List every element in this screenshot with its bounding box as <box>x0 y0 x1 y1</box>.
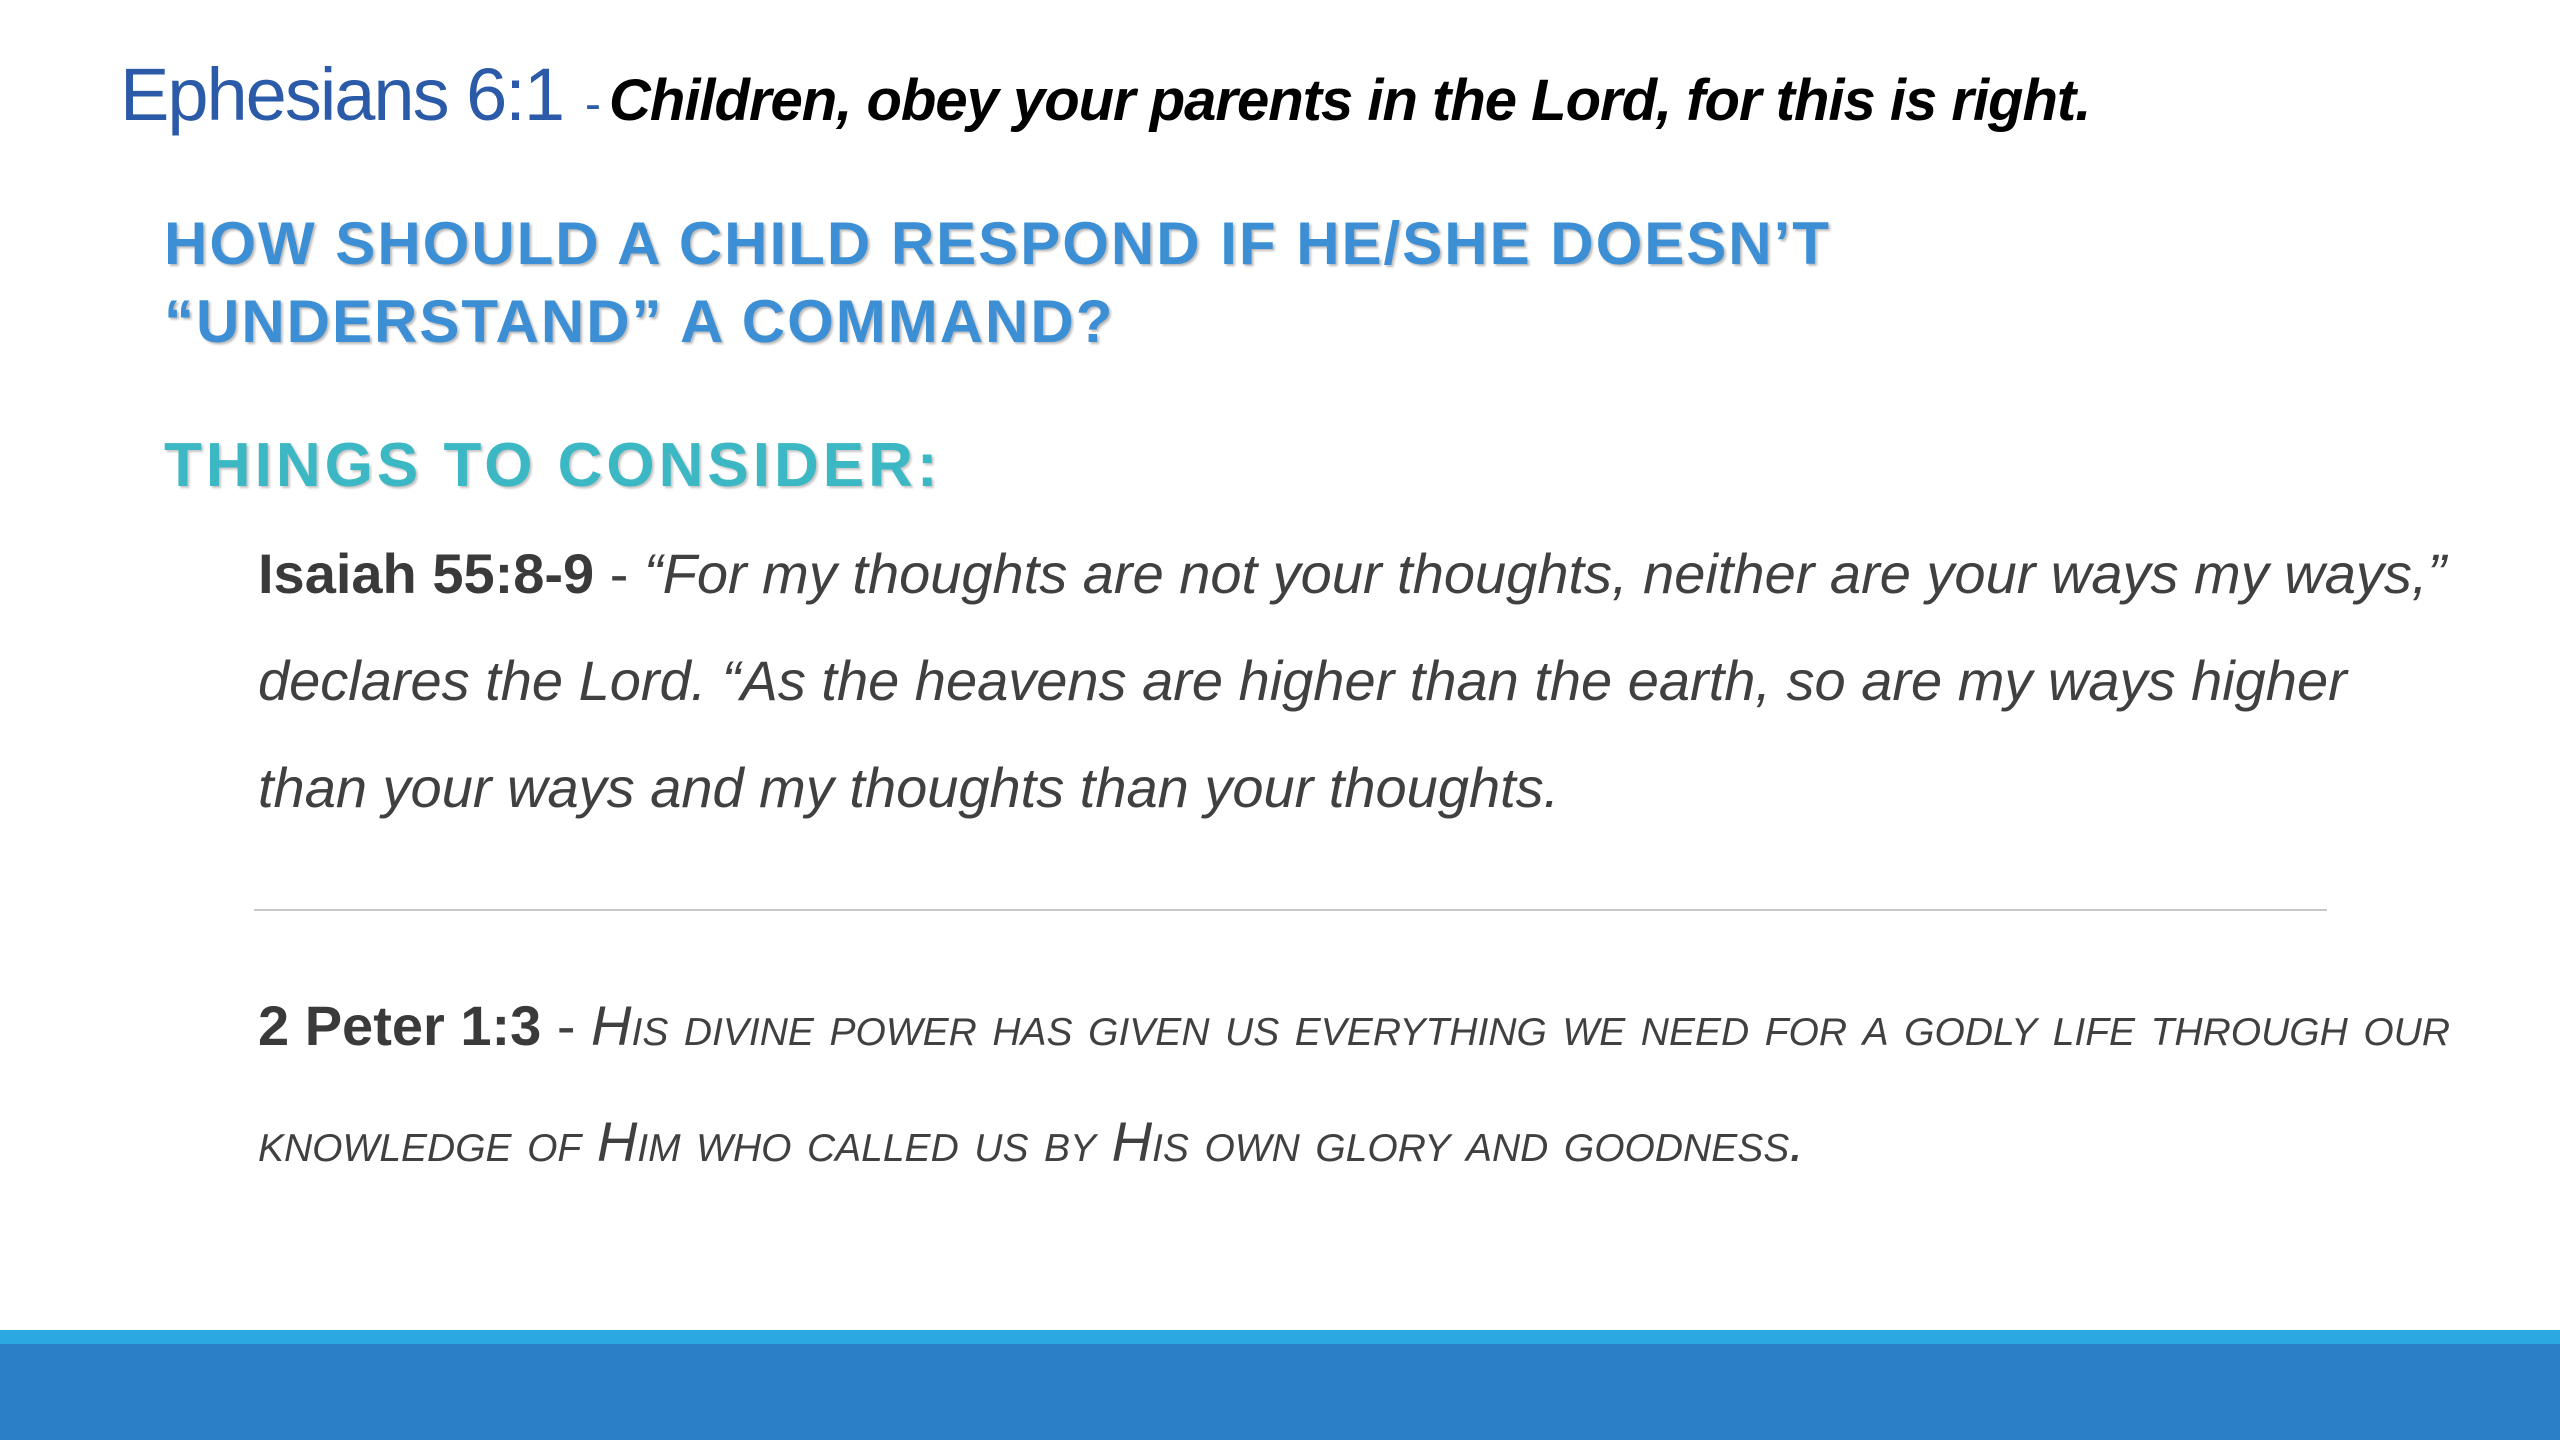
isaiah-separator: - <box>594 542 644 605</box>
isaiah-reference: Isaiah 55:8-9 <box>258 542 595 605</box>
section-divider <box>254 909 2327 911</box>
peter-separator: - <box>541 994 592 1057</box>
peter-scripture <box>258 968 2458 1200</box>
question-line-1: HOW SHOULD A CHILD RESPOND IF HE/SHE DOESN’T <box>164 210 1831 277</box>
header-reference: Ephesians 6:1 <box>120 53 564 136</box>
peter-reference: 2 Peter 1:3 <box>258 994 542 1057</box>
things-to-consider-heading: THINGS TO CONSIDER: <box>164 431 942 500</box>
isaiah-scripture <box>258 520 2458 841</box>
peter-text: His divine power has given us everything we need for a godly life through our knowledge of Him who called us by His own glory and goodness. <box>258 994 2450 1173</box>
slide-header <box>120 52 2480 137</box>
header-dash: - <box>585 78 601 131</box>
question-title <box>164 205 2364 361</box>
footer-accent-stripe <box>0 1330 2560 1344</box>
header-verse: Children, obey your parents in the Lord, for this is right. <box>609 68 2091 133</box>
footer-bar <box>0 1344 2560 1440</box>
question-line-2: “UNDERSTAND” A COMMAND? <box>164 288 1115 355</box>
isaiah-text: “For my thoughts are not your thoughts, neither are your ways my ways,” declares the Lord. “As the heavens are higher than the earth, so are my ways higher than your ways and my thoughts than your thoughts. <box>258 542 2447 819</box>
